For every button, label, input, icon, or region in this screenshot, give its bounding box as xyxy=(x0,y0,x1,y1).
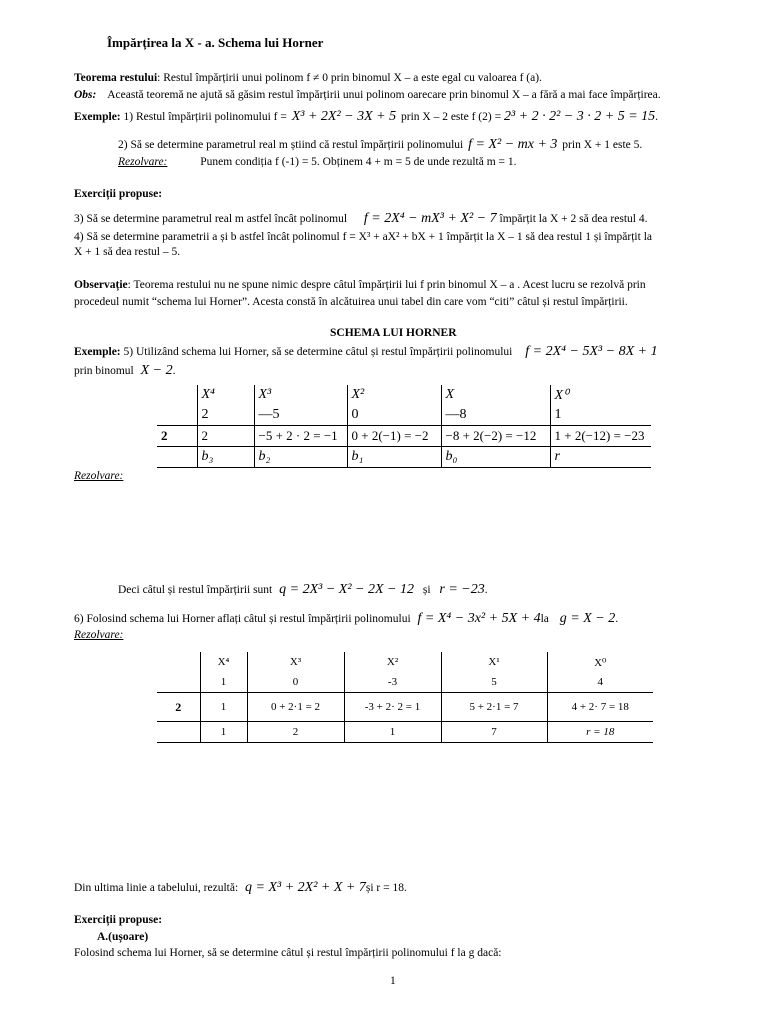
page-number: 1 xyxy=(390,975,396,987)
table-row xyxy=(157,722,653,743)
conclusion-q: q = X³ + 2X² + X + 7 xyxy=(245,880,366,895)
example1-end: . xyxy=(655,111,659,123)
table-cell: −5 + 2 · 2 = −1 xyxy=(254,426,347,447)
table-row xyxy=(157,385,651,405)
table-cell: 1 xyxy=(200,672,247,693)
example6-conclusion xyxy=(74,881,407,895)
example2-solution-text: Punem condiția f (-1) = 5. Obținem 4 + m = 5 de unde rezultă m = 1. xyxy=(200,156,517,168)
table-cell: X¹ xyxy=(441,652,547,672)
theorem-label: Teorema restului xyxy=(74,72,158,84)
table-cell: r = 18 xyxy=(547,722,653,743)
example5-text-b: prin binomul xyxy=(74,365,134,377)
table-cell xyxy=(157,405,197,426)
table-cell xyxy=(157,722,200,743)
table-cell: r xyxy=(550,447,651,468)
table-cell: 5 + 2·1 = 7 xyxy=(441,693,547,722)
example6-formula-f: f = X⁴ − 3x² + 5X + 4 xyxy=(417,611,541,626)
result-q: q = 2X³ − X² − 2X − 12 xyxy=(279,582,414,597)
table-cell: X³ xyxy=(247,652,344,672)
example5-text-a: 5) Utilizând schema lui Horner, să se determine câtul și restul împărțirii polinomului xyxy=(123,346,513,358)
table-cell: 1 xyxy=(344,722,441,743)
table-cell: 1 xyxy=(200,693,247,722)
example6-text-a: 6) Folosind schema lui Horner aflați câtul și restul împărțirii polinomului xyxy=(74,613,411,625)
table-row xyxy=(157,426,651,447)
table-cell: —5 xyxy=(254,405,347,426)
example5-line1 xyxy=(74,345,658,359)
table-cell: 4 xyxy=(547,672,653,693)
example5-formula: f = 2X⁴ − 5X³ − 8X + 1 xyxy=(525,344,658,359)
table-cell: b₀ xyxy=(441,447,550,468)
exercise-4-line1: 4) Să se determine parametrii a și b astfel încât polinomul f = X³ + aX² + bX + 1 împărțit la X – 1 să dea restul 1 și împărțit la xyxy=(74,231,652,243)
table-cell: b₂ xyxy=(254,447,347,468)
table-cell: 2 xyxy=(247,722,344,743)
table-cell: 2 xyxy=(157,693,200,722)
example2-text-a: 2) Să se determine parametrul real m știind că restul împărțirii polinomului xyxy=(118,139,464,151)
ex3-formula: f = 2X⁴ − mX³ + X² − 7 xyxy=(363,211,497,226)
example2-text-b: prin X + 1 este 5. xyxy=(562,139,643,151)
observation-line2: procedeul numit “schema lui Horner”. Acesta constă în alcătuirea unui tabel din care vom “citi” câtul și restul împărțirii. xyxy=(74,296,628,308)
table-cell: 1 xyxy=(550,405,651,426)
table-cell: 1 + 2(−12) = −23 xyxy=(550,426,651,447)
table-cell: X⁴ xyxy=(197,385,254,405)
result-and: și xyxy=(422,584,431,596)
example2-solution xyxy=(118,155,517,169)
page-title: Împărțirea la X - a. Schema lui Horner xyxy=(107,35,324,50)
example6-formula-g: g = X − 2 xyxy=(559,611,616,626)
table-cell: 1 xyxy=(200,722,247,743)
ex3-text-a: 3) Să se determine parametrul real m astfel încât polinomul xyxy=(74,213,348,225)
table-cell: 5 xyxy=(441,672,547,693)
exercise-4-line2: X + 1 să dea restul – 5. xyxy=(74,246,181,258)
example5-label: Exemple: xyxy=(74,346,121,358)
table-row xyxy=(157,447,651,468)
table-cell xyxy=(157,652,200,672)
example6-la: la xyxy=(540,613,549,625)
table-row xyxy=(157,672,653,693)
example5-line2 xyxy=(74,364,176,378)
example2-formula: f = X² − mx + 3 xyxy=(468,137,558,152)
table-cell: 2 xyxy=(197,405,254,426)
exercise-3 xyxy=(74,212,647,226)
solution-label: Rezolvare: xyxy=(118,156,168,168)
observation-text-1: : Teorema restului nu ne spune nimic despre câtul împărțirii lui f prin binomul X – a . Acest lucru se rezolvă prin xyxy=(127,279,646,291)
table-cell: 0 xyxy=(247,672,344,693)
table-cell xyxy=(157,385,197,405)
horner-heading: SCHEMA LUI HORNER xyxy=(330,327,457,339)
table-cell: 2 xyxy=(157,426,197,447)
table-cell: X⁴ xyxy=(200,652,247,672)
table-cell: b₁ xyxy=(347,447,441,468)
table-cell: —8 xyxy=(441,405,550,426)
proposed-heading-1: Exerciții propuse: xyxy=(74,188,163,200)
table-cell xyxy=(157,447,197,468)
example1-formula-a: X³ + 2X² − 3X + 5 xyxy=(291,109,397,124)
conclusion-text-a: Din ultima linie a tabelului, rezultă: xyxy=(74,882,239,894)
table-cell: X⁰ xyxy=(550,385,651,405)
table-cell xyxy=(157,672,200,693)
example5-end: . xyxy=(172,365,176,377)
result-end: . xyxy=(484,584,488,596)
table-row xyxy=(157,405,651,426)
example6-line xyxy=(74,612,618,626)
proposed-subheading: A.(ușoare) xyxy=(97,931,149,943)
table-cell: X² xyxy=(344,652,441,672)
table-cell: -3 + 2· 2 = 1 xyxy=(344,693,441,722)
table-cell: b₃ xyxy=(197,447,254,468)
obs-text: Această teoremă ne ajută să găsim restul împărțirii unui polinom oarecare prin binomul X – a fără a mai face împărțirea. xyxy=(107,89,661,101)
horner-table-5 xyxy=(157,385,651,468)
table-cell: −8 + 2(−2) = −12 xyxy=(441,426,550,447)
example5-solution-label: Rezolvare: xyxy=(74,470,124,482)
observation-line1 xyxy=(74,278,646,292)
table-cell: X² xyxy=(347,385,441,405)
example1-text-b: prin X – 2 este xyxy=(401,111,469,123)
table-cell: X xyxy=(441,385,550,405)
example1-text-a: 1) Restul împărțirii polinomului f = xyxy=(123,111,287,123)
obs-line xyxy=(74,88,661,102)
ex3-text-b: împărțit la X + 2 să dea restul 4. xyxy=(499,213,648,225)
theorem-text: : Restul împărțirii unui polinom f ≠ 0 prin binomul X – a este egal cu valoarea f (a). xyxy=(157,72,542,84)
example5-binom: X − 2 xyxy=(140,363,173,378)
result-r: r = −23 xyxy=(439,582,485,597)
example6-end: . xyxy=(615,613,619,625)
table-row xyxy=(157,693,653,722)
result-text: Deci câtul și restul împărțirii sunt xyxy=(118,584,273,596)
table-cell: X⁰ xyxy=(547,652,653,672)
example6-solution-label: Rezolvare: xyxy=(74,629,124,641)
example2-line xyxy=(118,138,642,152)
table-cell: -3 xyxy=(344,672,441,693)
obs-label: Obs: xyxy=(74,89,97,101)
example1-formula-b: 2³ + 2 · 2² − 3 · 2 + 5 = 15 xyxy=(503,109,656,124)
observation-label: Observație xyxy=(74,279,128,291)
table-cell: 0 + 2·1 = 2 xyxy=(247,693,344,722)
example5-result xyxy=(118,583,488,597)
proposed-text: Folosind schema lui Horner, să se determine câtul și restul împărțirii polinomului f la g dacă: xyxy=(74,947,502,959)
table-cell: X³ xyxy=(254,385,347,405)
table-cell: 2 xyxy=(197,426,254,447)
table-cell: 0 xyxy=(347,405,441,426)
example1-line xyxy=(74,110,658,124)
example1-label: Exemple: xyxy=(74,111,121,123)
proposed-heading-2: Exerciții propuse: xyxy=(74,914,163,926)
table-cell: 4 + 2· 7 = 18 xyxy=(547,693,653,722)
theorem-line xyxy=(74,71,542,85)
horner-table-6 xyxy=(157,652,653,743)
table-cell: 7 xyxy=(441,722,547,743)
table-row xyxy=(157,652,653,672)
conclusion-text-b: și r = 18. xyxy=(365,882,407,894)
table-cell: 0 + 2(−1) = −2 xyxy=(347,426,441,447)
example1-text-c: f (2) = xyxy=(471,111,502,123)
